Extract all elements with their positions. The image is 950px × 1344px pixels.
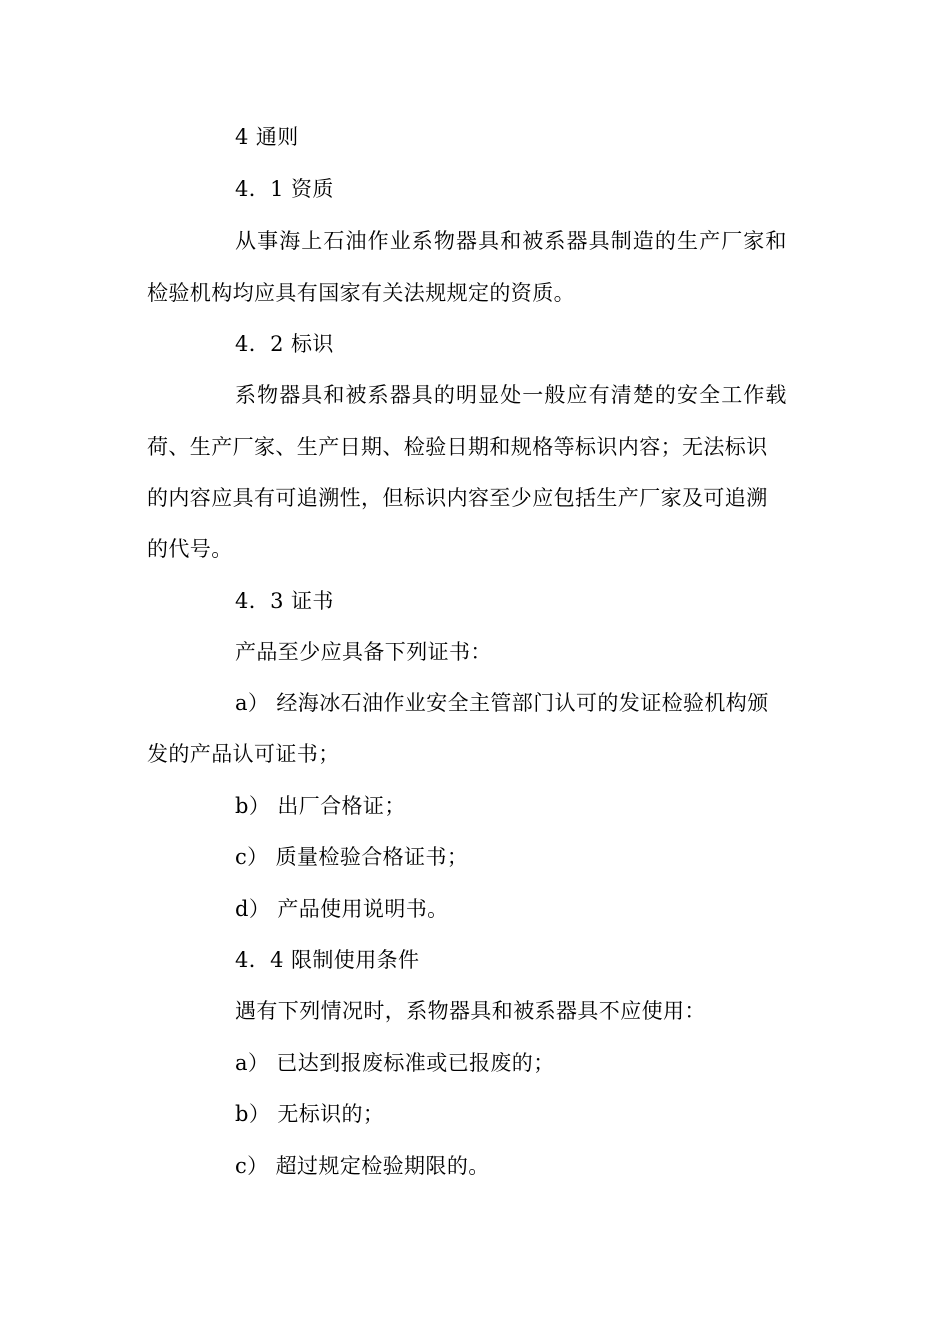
section-4-3-item-c: c） 质量检验合格证书； bbox=[235, 845, 469, 869]
section-4-4-item-c: c） 超过规定检验期限的。 bbox=[235, 1154, 490, 1178]
section-4-2-paragraph-line-3: 的内容应具有可追溯性，但标识内容至少应包括生产厂家及可追溯 bbox=[147, 486, 768, 510]
section-4-3-intro: 产品至少应具备下列证书： bbox=[235, 640, 492, 664]
section-4-3-item-d: d） 产品使用说明书。 bbox=[235, 897, 449, 921]
section-4-3-item-a-line-1: a） 经海冰石油作业安全主管部门认可的发证检验机构颁 bbox=[235, 691, 769, 715]
section-4-1-paragraph-line-1: 从事海上石油作业系物器具和被系器具制造的生产厂家和 bbox=[235, 229, 788, 253]
section-4-2-paragraph-line-4: 的代号。 bbox=[147, 537, 233, 561]
section-4-4-item-a: a） 已达到报废标准或已报废的； bbox=[235, 1051, 555, 1075]
section-4-3-item-a-line-2: 发的产品认可证书； bbox=[147, 742, 340, 766]
section-4-4-item-b: b） 无标识的； bbox=[235, 1102, 385, 1126]
section-4-1-heading: 4．1 资质 bbox=[235, 177, 334, 201]
section-4-3-heading: 4．3 证书 bbox=[235, 589, 334, 613]
section-4-2-paragraph-line-2: 荷、生产厂家、生产日期、检验日期和规格等标识内容；无法标识 bbox=[147, 435, 768, 459]
section-4-3-item-b: b） 出厂合格证； bbox=[235, 794, 406, 818]
section-4-2-heading: 4．2 标识 bbox=[235, 332, 334, 356]
section-4-4-heading: 4．4 限制使用条件 bbox=[235, 948, 420, 972]
section-4-2-paragraph-line-1: 系物器具和被系器具的明显处一般应有清楚的安全工作载 bbox=[235, 383, 788, 407]
section-4-1-paragraph-line-2: 检验机构均应具有国家有关法规规定的资质。 bbox=[147, 281, 575, 305]
section-4-heading: 4 通则 bbox=[235, 125, 299, 149]
section-4-4-intro: 遇有下列情况时，系物器具和被系器具不应使用： bbox=[235, 999, 706, 1023]
